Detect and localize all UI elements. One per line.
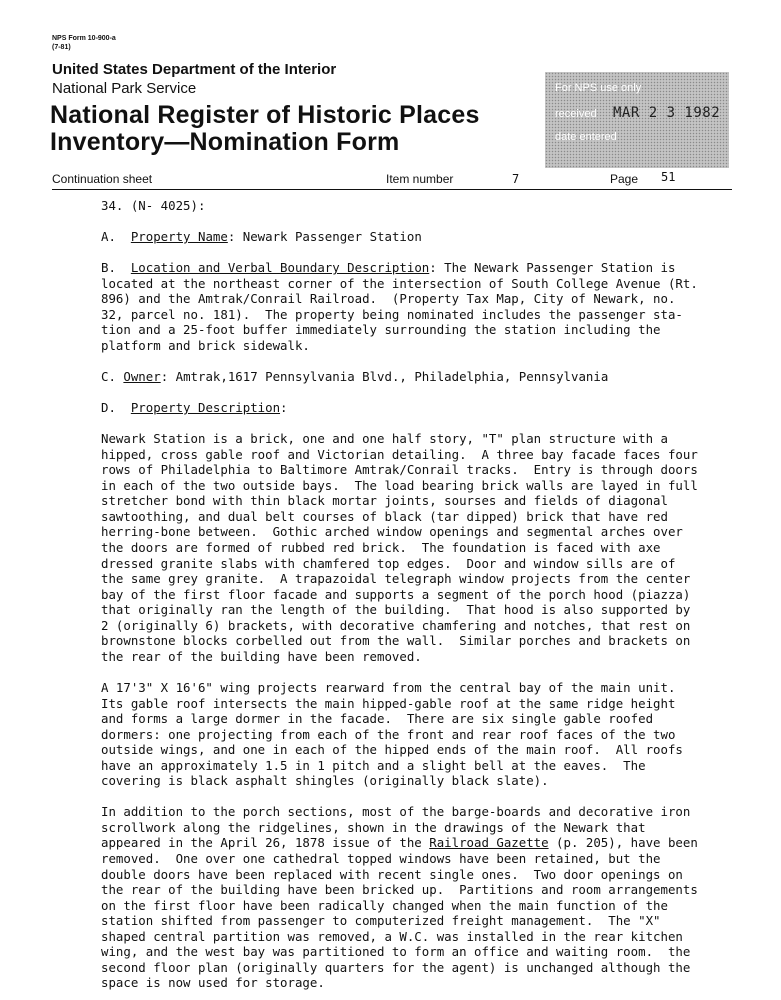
received-label: received	[555, 108, 597, 120]
continuation-sheet-label: Continuation sheet	[52, 172, 153, 186]
section-b-first-line	[101, 260, 721, 276]
text-line: the rear of the building have been bricked up. Partitions and room arrangements	[101, 882, 698, 898]
item-number-value: 7	[512, 172, 520, 186]
text-line: Its gable roof intersects the main hipped-gable roof at the same ridge height	[101, 695, 676, 711]
text-line: A 17'3" X 16'6" wing projects rearward from the central bay of the main unit.	[101, 679, 676, 695]
text-line: In addition to the porch sections, most of the barge-boards and decorative iron	[101, 804, 691, 820]
form-number-line: NPS Form 10-900-a	[52, 35, 116, 42]
text-line: sawtoothing, and dual belt courses of black (tar dipped) brick that have red	[101, 508, 668, 524]
paragraph-3	[101, 804, 721, 991]
text-line: station shifted from passenger to computerized freight management. The "X"	[101, 913, 661, 929]
section-a-prefix: A.	[101, 229, 116, 245]
form-number	[52, 34, 116, 52]
text-line: hipped, cross gable roof and Victorian detailing. A three bay facade faces four	[101, 446, 698, 462]
section-c-text: : Amtrak,1617 Pennsylvania Blvd., Philadelphia, Pennsylvania	[160, 369, 609, 385]
text-line: herring-bone between. Gothic arched window openings and segmental arches over	[101, 524, 683, 540]
text-line: outside wings, and one in each of the hipped ends of the main roof. All roofs	[101, 742, 683, 758]
text-line: the same grey granite. A trapazoidal telegraph window projects from the center	[101, 571, 691, 587]
section-b-prefix: B.	[101, 260, 116, 276]
text-segment: appeared in the April 26, 1878 issue of the	[101, 835, 430, 851]
nps-use-label: For NPS use only	[555, 82, 642, 94]
document-body	[101, 198, 721, 991]
section-a-label: Property Name	[130, 229, 228, 245]
text-line: in each of the two outside bays. The load bearing brick walls are layed in full	[101, 477, 698, 493]
text-line: scrollwork along the ridgelines, shown in the drawings of the Newark that	[101, 819, 646, 835]
text-line: second floor plan (originally quarters for the agent) is unchanged although the	[101, 959, 691, 975]
text-line: 2 (originally 6) brackets, with decorative chamfering and notches, that rest on	[101, 617, 691, 633]
section-b-label: Location and Verbal Boundary Description	[130, 260, 430, 276]
form-title-line2: Inventory—Nomination Form	[50, 128, 400, 156]
section-b-line: platform and brick sidewalk.	[101, 337, 310, 353]
paragraph-1	[101, 431, 721, 664]
text-line: and forms a large dormer in the facade. There are six single gable roofed	[101, 711, 654, 727]
text-line: the rear of the building have been removed.	[101, 648, 422, 664]
text-line: dormers: one projecting from each of the front and rear roof faces of the two	[101, 726, 676, 742]
text-line: wing, and the west bay was partitioned to form an office and waiting room. the	[101, 944, 691, 960]
department-heading: United States Department of the Interior	[52, 61, 337, 78]
section-c-prefix: C.	[101, 369, 116, 385]
service-heading: National Park Service	[52, 80, 197, 97]
text-line: rows of Philadelphia to Baltimore Amtrak/Conrail tracks. Entry is through doors	[101, 462, 698, 478]
text-line: have an approximately 1.5 in 1 pitch and a slight bell at the eaves. The	[101, 757, 646, 773]
section-d-label: Property Description	[130, 400, 281, 416]
text-segment: (p. 205), have been	[548, 835, 698, 851]
section-b-line: 896) and the Amtrak/Conrail Railroad. (Property Tax Map, City of Newark, no.	[101, 291, 676, 307]
section-a	[101, 229, 721, 245]
text-line: the doors are formed of rubbed red brick. The foundation is faced with axe	[101, 540, 661, 556]
text-line: Newark Station is a brick, one and one half story, "T" plan structure with a	[101, 431, 668, 447]
section-d-prefix: D.	[101, 400, 116, 416]
nps-use-box	[545, 72, 729, 168]
section-c	[101, 369, 721, 385]
section-b-line: tion and a 25-foot buffer immediately surrounding the station including the	[101, 322, 661, 338]
section-d	[101, 400, 721, 416]
text-line: bay of the first floor facade and supports a segment of the porch hood (piazza)	[101, 586, 691, 602]
text-line: stretcher bond with thin black mortar joints, sourses and fields of diagonal	[101, 493, 668, 509]
text-line: space is now used for storage.	[101, 975, 325, 991]
text-line: removed. One over one cathedral topped windows have been retained, but the	[101, 850, 661, 866]
section-a-text: : Newark Passenger Station	[227, 229, 422, 245]
text-line: brownstone blocks corbelled out from the wall. Similar porches and brackets on	[101, 633, 691, 649]
text-line: covering is black asphalt shingles (originally black slate).	[101, 773, 549, 789]
continuation-row	[52, 172, 732, 188]
text-line: double doors have been replaced with recent single ones. Two door openings on	[101, 866, 683, 882]
section-c-label: Owner	[123, 369, 161, 385]
page-number-value: 51	[661, 170, 676, 184]
text-line: shaped central partition was removed, a W.C. was installed in the rear kitchen	[101, 928, 683, 944]
date-entered-label: date entered	[555, 131, 617, 143]
section-d-suffix: :	[280, 400, 288, 416]
form-title-line1: National Register of Historic Places	[50, 101, 480, 129]
text-line: on the first floor have been radically changed when the main function of the	[101, 897, 668, 913]
page-label: Page	[610, 172, 639, 186]
item-number-label: Item number	[386, 172, 454, 186]
form-date-line: (7-81)	[52, 44, 71, 51]
text-line: dressed granite slabs with chamfered top edges. Door and window sills are of	[101, 555, 676, 571]
paragraph-2	[101, 680, 721, 789]
section-b-line: located at the northeast corner of the intersection of South College Avenue (Rt.	[101, 275, 698, 291]
section-b-line: : The Newark Passenger Station is	[429, 260, 676, 276]
publication-title: Railroad Gazette	[429, 835, 549, 851]
header-rule	[52, 189, 732, 190]
entry-number: 34. (N- 4025):	[101, 198, 206, 213]
text-line: that originally ran the length of the building. That hood is also supported by	[101, 602, 691, 618]
text-line	[101, 835, 721, 851]
section-b-line: 32, parcel no. 181). The property being nominated includes the passenger sta-	[101, 306, 683, 322]
received-date-stamp: MAR 2 3 1982	[613, 105, 721, 121]
